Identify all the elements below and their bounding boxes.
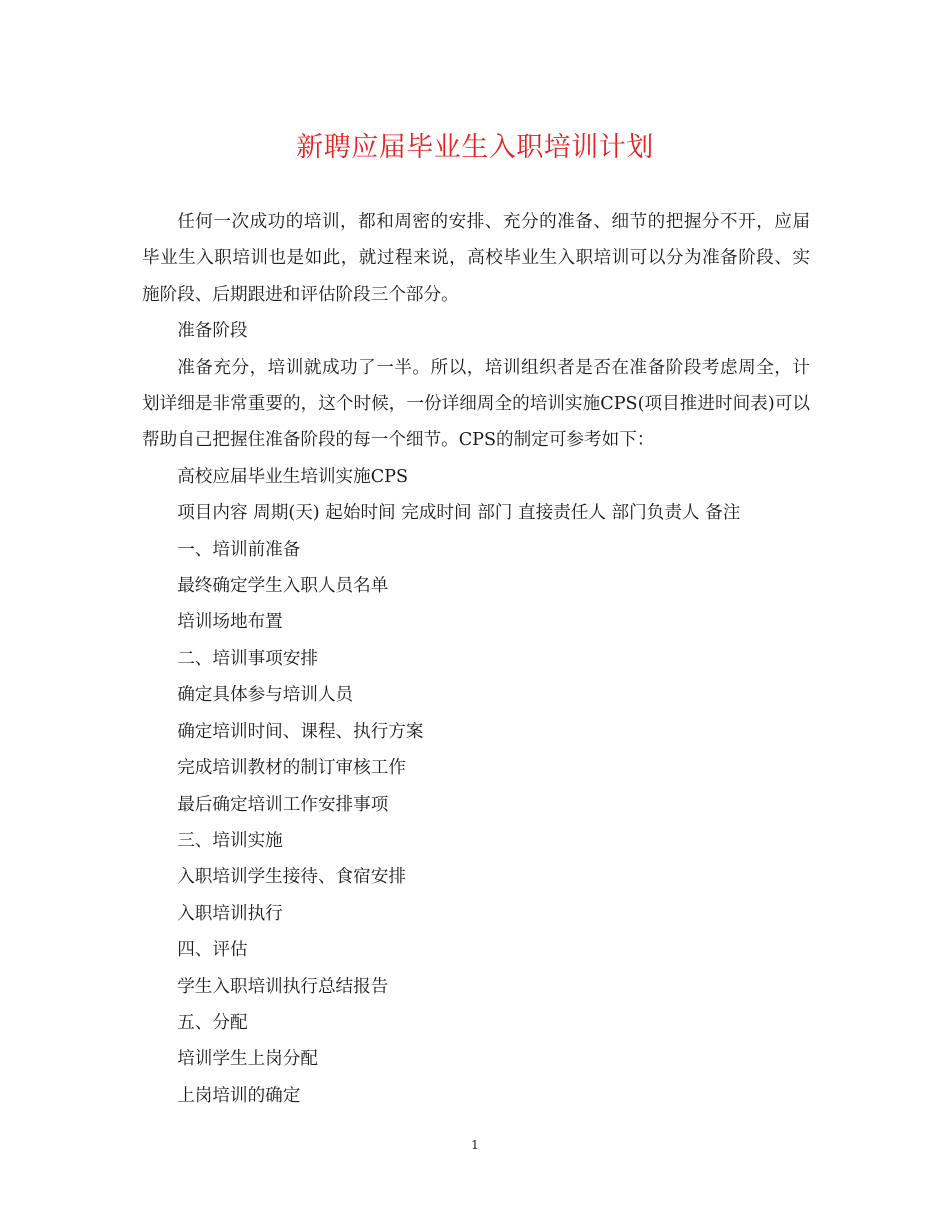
list-item: 入职培训执行	[177, 903, 283, 924]
list-item: 二、培训事项安排	[177, 648, 318, 669]
list-item: 完成培训教材的制订审核工作	[177, 758, 406, 779]
section-heading: 准备阶段	[177, 321, 248, 342]
list-item: 最后确定培训工作安排事项	[177, 794, 389, 815]
list-item: 确定具体参与培训人员	[177, 685, 354, 706]
list-item: 五、分配	[177, 1012, 248, 1033]
list-item: 培训场地布置	[177, 612, 283, 633]
list-item: 四、评估	[177, 940, 248, 961]
document-body	[142, 204, 810, 1114]
list-item: 入职培训学生接待、食宿安排	[177, 867, 406, 888]
prep-paragraph: 准备充分，培训就成功了一半。所以，培训组织者是否在准备阶段考虑周全，计划详细是非常重要的，这个时候，一份详细周全的培训实施CPS(项目推进时间表)可以帮助自己把握住准备阶段的每一个细节。CPS的制定可参考如下：	[142, 357, 810, 451]
cps-header: 项目内容 周期(天) 起始时间 完成时间 部门 直接责任人 部门负责人 备注	[177, 503, 741, 524]
list-item: 三、培训实施	[177, 830, 283, 851]
list-item: 最终确定学生入职人员名单	[177, 576, 389, 597]
document-title: 新聘应届毕业生入职培训计划	[296, 132, 654, 163]
list-item: 确定培训时间、课程、执行方案	[177, 721, 424, 742]
list-item: 学生入职培训执行总结报告	[177, 976, 389, 997]
intro-paragraph: 任何一次成功的培训，都和周密的安排、充分的准备、细节的把握分不开，应届毕业生入职培训也是如此，就过程来说，高校毕业生入职培训可以分为准备阶段、实施阶段、后期跟进和评估阶段三个部分。	[142, 212, 810, 305]
page-number: 1	[471, 1138, 479, 1152]
list-item: 培训学生上岗分配	[177, 1049, 318, 1070]
cps-title: 高校应届毕业生培训实施CPS	[177, 466, 409, 487]
list-item: 一、培训前准备	[177, 539, 301, 560]
list-item: 上岗培训的确定	[177, 1085, 301, 1106]
